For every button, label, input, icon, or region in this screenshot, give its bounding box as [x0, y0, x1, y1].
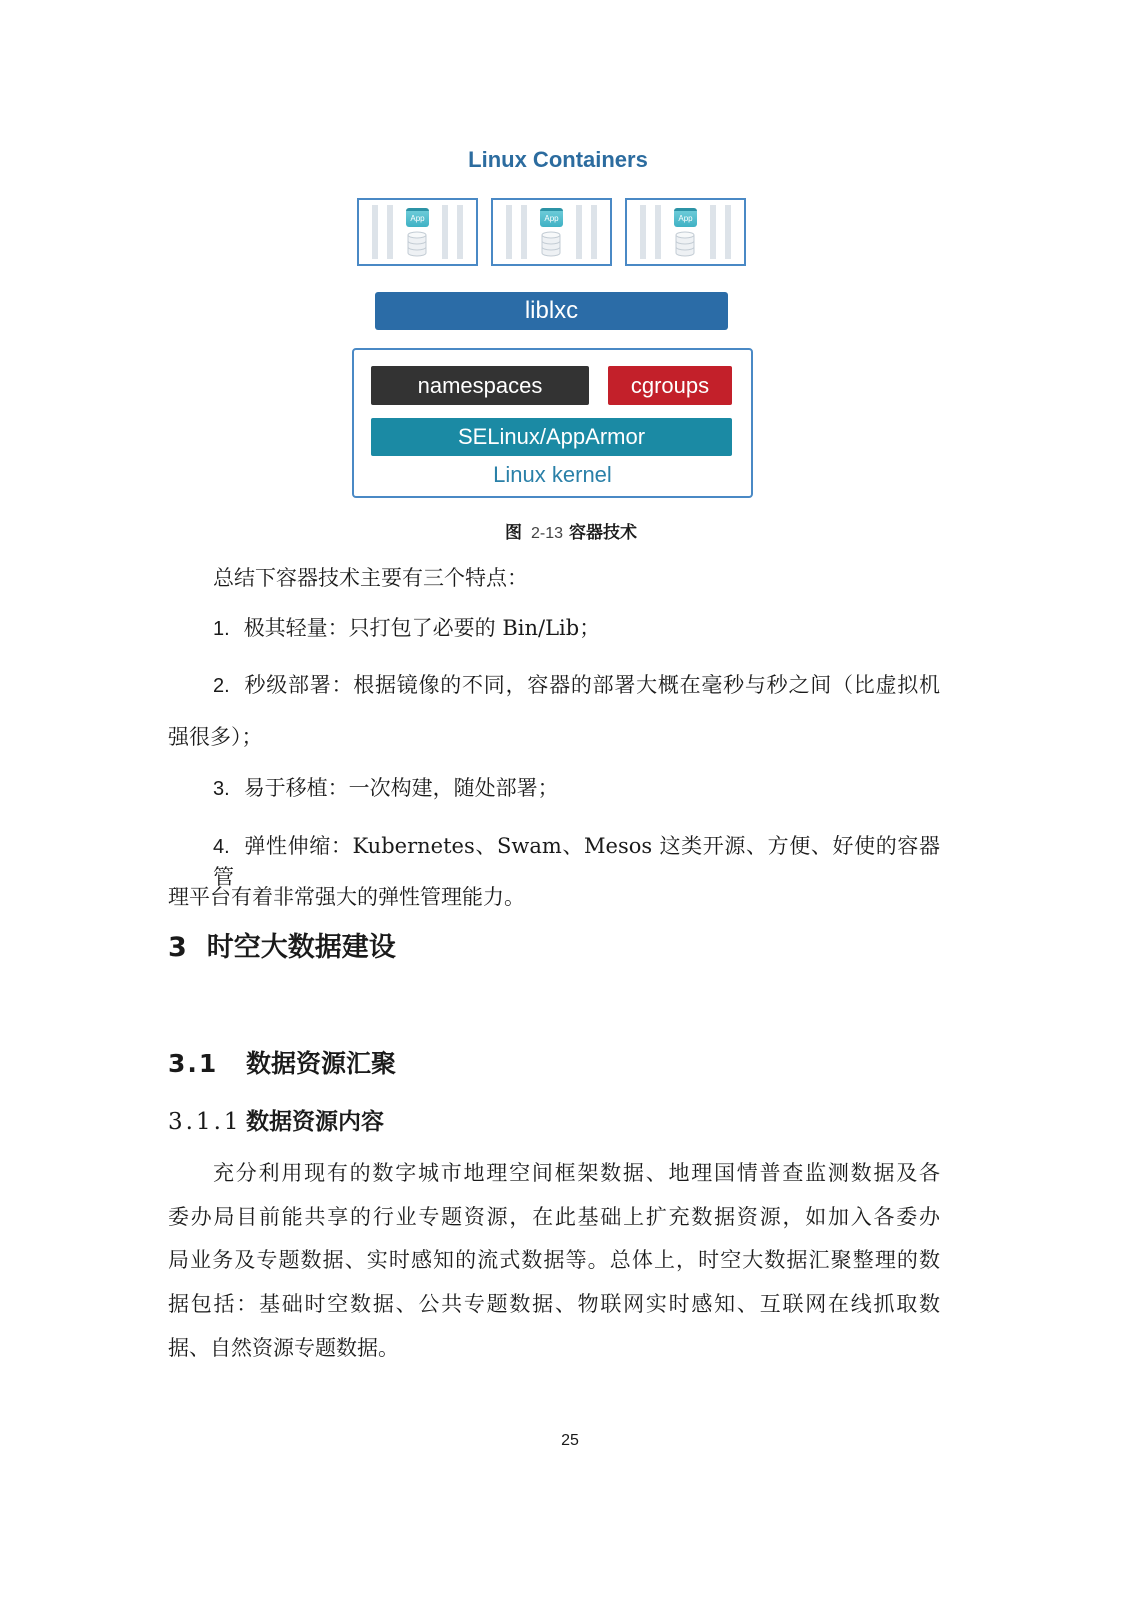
subsection-number: 3.1	[168, 1049, 219, 1078]
paragraph-line: 委办局目前能共享的行业专题资源，在此基础上扩充数据资源，如加入各委办	[168, 1205, 940, 1229]
app-icon: App	[674, 208, 697, 227]
feature-line-continued: 强很多）；	[168, 725, 263, 749]
summary-intro: 总结下容器技术主要有三个特点：	[213, 566, 528, 590]
container-app-stack	[530, 200, 573, 264]
cgroups-block: cgroups	[608, 366, 732, 405]
feature-number: 2.	[213, 675, 230, 697]
paragraph-line: 局业务及专题数据、实时感知的流式数据等。总体上，时空大数据汇聚整理的数	[168, 1248, 940, 1272]
database-icon	[675, 231, 695, 257]
liblxc-layer: liblxc	[375, 292, 728, 330]
subsection-title: 数据资源汇聚	[246, 1049, 397, 1078]
feature-line	[213, 773, 559, 803]
figure-label: 图	[505, 523, 522, 542]
selinux-apparmor-block: SELinux/AppArmor	[371, 418, 732, 456]
feature-text: 易于移植：一次构建，随处部署；	[243, 776, 559, 800]
feature-text: 极其轻量：只打包了必要的 Bin/Lib；	[243, 616, 601, 640]
feature-line-continued: 理平台有着非常强大的弹性管理能力。	[168, 885, 525, 909]
container-app-stack	[396, 200, 439, 264]
figure-title: 容器技术	[569, 523, 638, 542]
linux-kernel-label: Linux kernel	[493, 462, 612, 487]
feature-line	[213, 831, 940, 889]
section-title: 时空大数据建设	[206, 932, 396, 963]
container-box	[357, 198, 478, 266]
feature-number: 1.	[213, 618, 230, 640]
app-icon: App	[540, 208, 563, 227]
page-number: 25	[561, 1432, 579, 1449]
section-heading	[168, 930, 396, 966]
paragraph-line: 充分利用现有的数字城市地理空间框架数据、地理国情普查监测数据及各	[213, 1161, 940, 1185]
feature-text: 秒级部署：根据镜像的不同，容器的部署大概在毫秒与秒之间（比虚拟机	[243, 673, 940, 697]
feature-text: 弹性伸缩：Kubernetes、Swam、Mesos 这类开源、方便、好使的容器管	[213, 834, 940, 889]
subsubsection-number: 3.1.1	[168, 1109, 242, 1135]
figure-caption	[505, 521, 637, 545]
paragraph-line: 据包括：基础时空数据、公共专题数据、物联网实时感知、互联网在线抓取数	[168, 1292, 940, 1316]
namespaces-block: namespaces	[371, 366, 589, 405]
subsubsection-title: 数据资源内容	[246, 1109, 384, 1135]
subsection-heading	[168, 1047, 396, 1081]
diagram-title: Linux Containers	[468, 147, 648, 172]
figure-number: 2-13	[531, 525, 564, 542]
feature-line	[213, 670, 940, 700]
database-icon	[407, 231, 427, 257]
paragraph-line: 据、自然资源专题数据。	[168, 1336, 399, 1360]
app-icon: App	[406, 208, 429, 227]
subsubsection-heading	[168, 1106, 384, 1138]
container-app-stack	[664, 200, 707, 264]
container-box	[625, 198, 746, 266]
linux-kernel-box	[352, 348, 753, 498]
section-number: 3	[168, 932, 187, 963]
database-icon	[541, 231, 561, 257]
feature-number: 4.	[213, 836, 230, 858]
container-box	[491, 198, 612, 266]
feature-line	[213, 613, 600, 643]
feature-number: 3.	[213, 778, 230, 800]
